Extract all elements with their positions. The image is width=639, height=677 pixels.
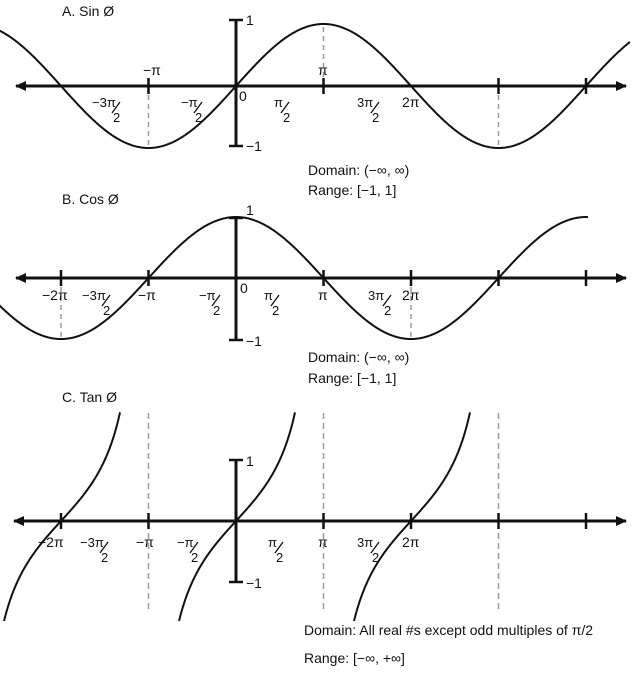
panel-sin <box>0 3 630 198</box>
cos-domain-text: Domain: (−∞, ∞) <box>308 349 410 365</box>
sin-label-three-pi-over-2 <box>357 95 379 125</box>
tan-range-text: Range: [−∞, +∞] <box>304 650 405 666</box>
cos-y-label-top: 1 <box>246 202 254 218</box>
sin-label-pi: π <box>318 62 328 78</box>
svg-text:2: 2 <box>103 303 111 318</box>
sin-range-text: Range: [−1, 1] <box>308 182 397 198</box>
sin-label-neg-pi: −π <box>143 62 161 78</box>
panel-cos <box>0 191 626 386</box>
sin-y-label-top: 1 <box>246 12 254 28</box>
tan-label-neg-pi: −π <box>136 534 154 550</box>
svg-text:3π: 3π <box>357 535 374 550</box>
svg-text:2: 2 <box>276 550 284 565</box>
svg-text:2: 2 <box>384 303 392 318</box>
tan-label-two-pi: 2π <box>402 534 420 550</box>
tan-y-label-bottom: −1 <box>246 575 262 591</box>
sin-label-neg-three-pi-over-2 <box>92 95 120 125</box>
cos-label-neg-pi: −π <box>138 287 156 303</box>
cos-label-two-pi: 2π <box>402 287 420 303</box>
svg-text:−3π: −3π <box>82 288 106 303</box>
tan-label-neg-two-pi: −2π <box>38 534 64 550</box>
svg-text:π: π <box>274 95 283 110</box>
svg-text:2: 2 <box>101 550 109 565</box>
sin-label-two-pi: 2π <box>402 94 420 110</box>
sin-label-pi-over-2 <box>274 95 290 125</box>
panel-cos-title: B. Cos Ø <box>62 191 119 207</box>
cos-label-neg-three-pi-over-2 <box>82 288 110 318</box>
svg-text:3π: 3π <box>368 288 385 303</box>
svg-text:−3π: −3π <box>80 535 104 550</box>
sin-label-zero: 0 <box>239 88 247 104</box>
panel-tan <box>0 389 639 666</box>
panel-sin-title: A. Sin Ø <box>62 3 115 19</box>
panel-tan-title: C. Tan Ø <box>62 389 117 405</box>
tan-label-neg-three-pi-over-2 <box>80 535 108 565</box>
tan-label-pi-over-2 <box>268 535 283 565</box>
svg-text:−3π: −3π <box>92 95 116 110</box>
cos-label-pi-over-2 <box>264 288 279 318</box>
tan-label-three-pi-over-2 <box>357 535 379 565</box>
cos-label-neg-two-pi: −2π <box>42 287 68 303</box>
svg-text:3π: 3π <box>357 95 374 110</box>
cos-y-label-bottom: −1 <box>246 333 262 349</box>
tan-domain-text: Domain: All real #s except odd multiples of π/2 <box>304 622 594 638</box>
cos-label-neg-pi-over-2 <box>199 288 220 318</box>
svg-text:2: 2 <box>191 550 199 565</box>
svg-text:π: π <box>268 535 277 550</box>
tan-label-neg-pi-over-2 <box>177 535 198 565</box>
cos-label-zero: 0 <box>240 280 248 296</box>
cos-range-text: Range: [−1, 1] <box>308 370 397 386</box>
sin-domain-text: Domain: (−∞, ∞) <box>308 162 410 178</box>
tan-label-pi: π <box>318 534 328 550</box>
svg-text:2: 2 <box>372 110 380 125</box>
tan-y-label-top: 1 <box>246 453 254 469</box>
svg-text:2: 2 <box>283 110 291 125</box>
cos-label-three-pi-over-2 <box>368 288 391 318</box>
svg-text:−π: −π <box>199 288 216 303</box>
svg-text:2: 2 <box>213 303 221 318</box>
sin-label-neg-pi-over-2 <box>181 95 202 125</box>
svg-text:−π: −π <box>181 95 198 110</box>
cos-label-pi: π <box>318 287 328 303</box>
svg-text:2: 2 <box>195 110 203 125</box>
svg-text:2: 2 <box>113 110 121 125</box>
sin-y-label-bottom: −1 <box>246 138 262 154</box>
svg-text:π: π <box>264 288 273 303</box>
svg-text:2: 2 <box>272 303 280 318</box>
svg-text:2: 2 <box>372 550 380 565</box>
svg-text:−π: −π <box>177 535 194 550</box>
